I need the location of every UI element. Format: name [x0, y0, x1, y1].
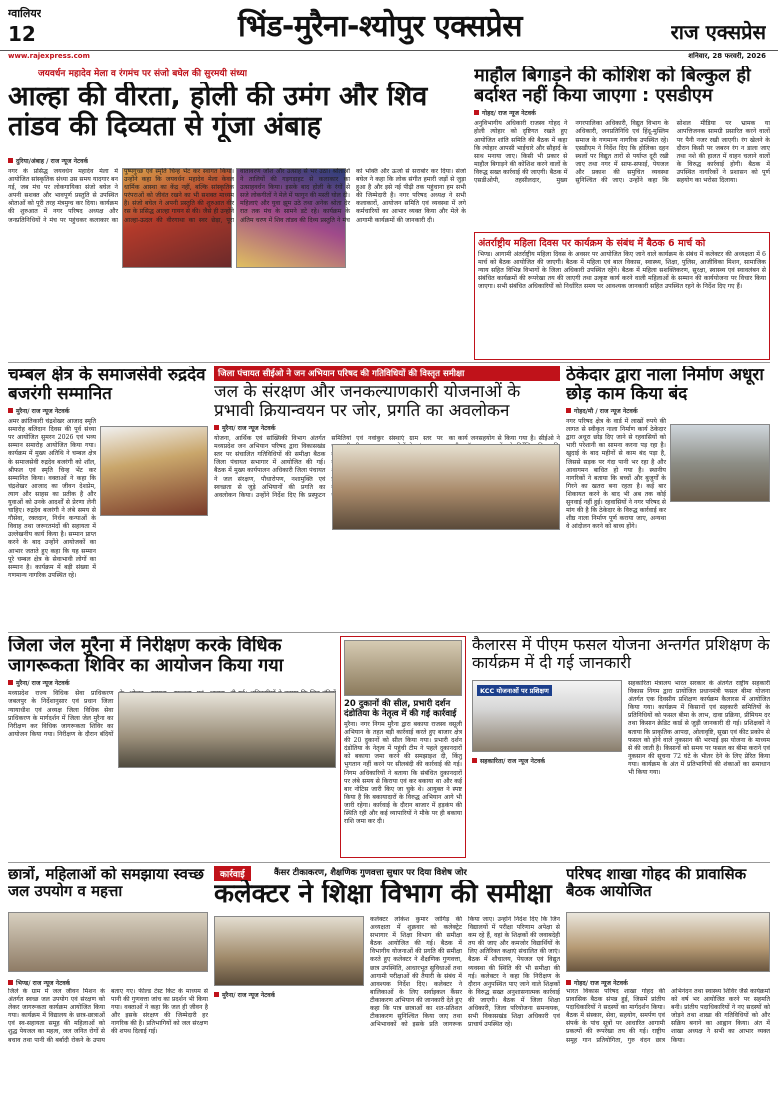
divider-row3 [8, 862, 770, 863]
story-jila-panchayat [214, 366, 560, 628]
story-mahol-body: अनुविभागीय अधिकारी राजस्व गोहद ने होली त्योहार को दृष्टिगत रखते हुए आयोजित शांति समिति की बैठक में कहा कि त्योहार आपसी भाईचारे और सौहार्द के साथ मनाया जाए। किसी भी प्रकार से माहौल बिगाड़ने की कोशिश करने वालों के विरुद्ध सख्त कार्रवाई की जाएगी। बैठक में एसडीओपी, तहसीलदार, मुख्य नगरपालिका अधिकारी, विद्युत विभाग के अधिकारी, जनप्रतिनिधि एवं हिंदू-मुस्लिम समाज के गणमान्य नागरिक उपस्थित रहे। एसडीएम ने निर्देश दिए कि होलिका दहन स्थलों पर विद्युत तारों से पर्याप्त दूरी रखी जाए तथा नगर में साफ-सफाई, पेयजल और प्रकाश की समुचित व्यवस्था सुनिश्चित की जाए। उन्होंने कहा कि सोशल मीडिया पर भ्रामक या आपत्तिजनक सामग्री प्रसारित करने वालों पर पैनी नजर रखी जाएगी। रंग खेलने के दौरान किसी पर जबरन रंग न डाला जाए तथा नशे की हालत में वाहन चलाने वालों के विरुद्ध कार्रवाई होगी। बैठक में उपस्थित नागरिकों ने प्रशासन को पूर्ण सहयोग का भरोसा दिलाया। [474, 120, 770, 184]
story-kelaras-photo [472, 680, 622, 752]
story-collector [214, 866, 560, 1102]
story-ahla [8, 66, 466, 358]
story-kelaras-body: सहकारिता मंत्रालय भारत सरकार के अंतर्गत राष्ट्रीय सहकारी विकास निगम द्वारा प्रायोजित प्रधानमंत्री फसल बीमा योजना अंतर्गत एक दिवसीय प्रशिक्षण कार्यक्रम कैलारस में आयोजित किया गया। कार्यक्रम में किसानों एवं सहकारी समितियों के प्रतिनिधियों को फसल बीमा के लाभ, दावा प्रक्रिया, प्रीमियम दर तथा किसान क्रेडिट कार्ड से जुड़ी जानकारी दी गई। प्रशिक्षकों ने बताया कि प्राकृतिक आपदा, ओलावृष्टि, सूखा एवं कीट प्रकोप से फसल को होने वाले नुकसान की भरपाई इस योजना के माध्यम से की जाती है। किसानों को समय पर फसल का बीमा कराने एवं नुकसान की सूचना 72 घंटे के भीतर देने के लिए प्रेरित किया गया। कार्यक्रम के अंत में प्रतिभागियों की शंकाओं का समाधान भी किया गया। [628, 680, 770, 777]
story-ahla-byline: दुरिया/अंबाह / राज न्यूज नेटवर्क [8, 156, 88, 165]
story-sheet [340, 636, 466, 858]
story-mahol [474, 66, 770, 228]
story-collector-body: कलेक्टर लोकेश कुमार जांगिड़ की अध्यक्षता में शुक्रवार को कलेक्ट्रेट सभागार में शिक्षा विभाग की समीक्षा बैठक आयोजित की गई। बैठक में विभागीय योजनाओं की प्रगति की समीक्षा करते हुए कलेक्टर ने शैक्षणिक गुणवत्ता, छात्र उपस्थिति, आधारभूत सुविधाओं तथा आगामी परीक्षाओं की तैयारी के संबंध में आवश्यक निर्देश दिए। कलेक्टर ने बालिकाओं के लिए सर्वाइकल कैंसर टीकाकरण अभियान की जानकारी देते हुए कहा कि पात्र छात्राओं का शत-प्रतिशत टीकाकरण सुनिश्चित किया जाए तथा अभिभावकों को इसके प्रति जागरूक किया जाए। उन्होंने निर्देश दिए कि जिन विद्यालयों में परीक्षा परिणाम अपेक्षा से कम रहे हैं, वहां के शिक्षकों की जवाबदेही तय की जाए और कमजोर विद्यार्थियों के लिए अतिरिक्त कक्षाएं संचालित की जाएं। बैठक में शौचालय, पेयजल एवं विद्युत व्यवस्था की स्थिति की भी समीक्षा की गई। कलेक्टर ने कहा कि निरीक्षण के दौरान अनुपस्थित पाए जाने वाले शिक्षकों के विरुद्ध सख्त अनुशासनात्मक कार्रवाई की जाएगी। बैठक में जिला शिक्षा अधिकारी, जिला परियोजना समन्वयक, सभी विकासखंड शिक्षा अधिकारी एवं प्राचार्य उपस्थित रहे। [370, 916, 560, 1029]
divider-row1 [8, 362, 770, 363]
story-sheet-photo [344, 640, 462, 696]
story-mahila [474, 232, 770, 360]
story-parishad-byline: गोहद/ राज न्यूज नेटवर्क [566, 978, 628, 987]
story-jila-panchayat-headline: जल के संरक्षण और जनकल्याणकारी योजनाओं के प्रभावी क्रियान्वयन पर जोर, प्रगति का अवलोकन [214, 382, 521, 422]
story-mahol-byline: गोहद/ राज न्यूज नेटवर्क [474, 108, 770, 117]
story-jila-panchayat-byline: मुरैना/ राज न्यूज नेटवर्क [214, 423, 560, 432]
story-chhatron-body: जिले के ग्राम में जल जीवन मिशन के अंतर्गत स्वच्छ जल उपयोग एवं संरक्षण को लेकर जागरूकता कार्यक्रम आयोजित किया गया। कार्यक्रम में विद्यालय के छात्र-छात्राओं एवं स्व-सहायता समूह की महिलाओं को शुद्ध पेयजल का महत्व, जल जनित रोगों से बचाव तथा पानी की बर्बादी रोकने के उपाय बताए गए। फील्ड टेस्ट किट के माध्यम से पानी की गुणवत्ता जांच का प्रदर्शन भी किया गया। वक्ताओं ने कहा कि जल ही जीवन है और इसके संरक्षण की जिम्मेदारी हर नागरिक की है। प्रतिभागियों को जल संरक्षण की शपथ दिलाई गई। [8, 988, 208, 1044]
story-chambal-headline: चम्बल क्षेत्र के समाजसेवी रुद्रदेव बजरंगी सम्मानित [8, 366, 206, 405]
story-jila-panchayat-kicker: जिला पंचायत सीईओ ने जन अभियान परिषद की गतिविधियों की विस्तृत समीक्षा [214, 366, 560, 381]
story-parishad-body: भारत विकास परिषद शाखा गोहद की प्रावासिक बैठक संपन्न हुई, जिसमें प्रांतीय पदाधिकारियों ने सदस्यों का मार्गदर्शन किया। बैठक में संस्कार, सेवा, सहयोग, समर्पण एवं संपर्क के पांच सूत्रों पर आधारित आगामी प्रकल्पों की रूपरेखा तय की गई। राष्ट्रीय समूह गान प्रतियोगिता, गुरु वंदन छात्र अभिनंदन तथा स्वास्थ्य शिविर जैसे कार्यक्रमों को वर्ष भर आयोजित करने पर सहमति बनी। प्रांतीय पदाधिकारियों ने नए सदस्यों को जोड़ने तथा शाखा की गतिविधियों को और सक्रिय बनाने का आह्वान किया। अंत में शाखा अध्यक्ष ने सभी का आभार व्यक्त किया। [566, 988, 770, 1044]
story-thekedar-photo [670, 424, 770, 502]
story-chambal [8, 366, 208, 628]
story-chambal-byline: मुरैना/ राज न्यूज नेटवर्क [8, 406, 208, 415]
story-ahla-body: नगर के प्रसिद्ध जयवर्धन महादेव मेला में आयोजित सांस्कृतिक संध्या उस समय यादगार बन गई, जब मंच पर लोकगायिका संजो बघेल ने अपनी सशक्त और भावपूर्ण प्रस्तुति से उपस्थित श्रोताओं को पूरी तरह मंत्रमुग्ध कर दिया। कार्यक्रम की शुरुआत में नगर परिषद अध्यक्ष और जनप्रतिनिधियों ने मंच पर पहुंचकर कलाकार का पुष्पगुच्छ एवं स्मृति चिन्ह भेंट कर स्वागत किया। उन्होंने कहा कि जयवर्धन महादेव मेला केवल धार्मिक आस्था का केंद्र नहीं, बल्कि सांस्कृतिक परंपराओं को जीवंत रखने का भी सशक्त माध्यम है। संजो बघेल ने अपनी प्रस्तुति की शुरुआत वीर रस के प्रसिद्ध आल्हा गायन से की। जैसे ही उन्होंने आल्हा-ऊदल की वीरगाथा का स्वर छेड़ा, पूरा वातावरण जोश और उत्साह से भर उठा। श्रोताओं ने तालियों की गड़गड़ाहट से कलाकार का उत्साहवर्धन किया। इसके बाद होली के रंगों से सजे लोकगीतों ने मेले में फागुन की मस्ती घोल दी। महिलाएं और युवा झूम उठे तथा अनेक श्रोता देर रात तक मंच के सामने डटे रहे। कार्यक्रम के अंतिम चरण में शिव तांडव की दिव्य प्रस्तुति ने मंच को भक्ति और ऊर्जा से सराबोर कर दिया। संजो बघेल ने कहा कि लोक संगीत हमारी जड़ों से जुड़ा हुआ है और इसे नई पीढ़ी तक पहुंचाना हम सभी की जिम्मेदारी है। नगर परिषद अध्यक्ष ने सभी कलाकारों, आयोजन समिति एवं व्यवस्था में लगे कर्मचारियों का आभार व्यक्त किया और मेले के आगामी कार्यक्रमों की जानकारी दी। [8, 168, 466, 224]
story-mahila-body: भिण्ड। आगामी अंतर्राष्ट्रीय महिला दिवस के अवसर पर आयोजित किए जाने वाले कार्यक्रम के संबंध में कलेक्टर की अध्यक्षता में 6 मार्च को बैठक आयोजित की जाएगी। बैठक में महिला एवं बाल विकास, स्वास्थ्य, शिक्षा, पुलिस, आजीविका मिशन, सामाजिक न्याय सहित विभिन्न विभागों के जिला अधिकारी उपस्थित रहेंगे। बैठक में महिला सशक्तिकरण, सुरक्षा, स्वास्थ्य एवं स्वावलंबन से संबंधित कार्यक्रमों की रूपरेखा तय की जाएगी तथा उत्कृष्ट कार्य करने वाली महिलाओं के सम्मान की कार्ययोजना पर विचार किया जाएगा। सभी संबंधित अधिकारियों को निर्धारित समय पर आवश्यक जानकारी सहित उपस्थित रहने के निर्देश दिए गए हैं। [478, 251, 766, 291]
story-jail-headline: जिला जेल मुरैना में निरीक्षण करके विधिक जागरूकता शिविर का आयोजन किया गया [8, 636, 284, 677]
masthead [0, 0, 778, 62]
story-collector-kicker: कैंसर टीकाकरण, शैक्षणिक गुणवत्ता सुधार पर दिया विशेष जोर [274, 868, 467, 878]
story-jail-body: मध्यप्रदेश राज्य विधिक सेवा प्राधिकरण जबलपुर के निर्देशानुसार एवं प्रधान जिला न्यायाधीश एवं अध्यक्ष जिला विधिक सेवा प्राधिकरण के मार्गदर्शन में जिला जेल मुरैना का निरीक्षण कर विधिक जागरूकता शिविर का आयोजन किया गया। निरीक्षण के दौरान बंदियों [8, 690, 114, 738]
story-kelaras-headline: कैलारस में पीएम फसल योजना अन्तर्गत प्रशिक्षण के कार्यक्रम में दी गई जानकारी [472, 636, 770, 672]
story-chhatron [8, 866, 208, 1102]
masthead-strip [0, 50, 778, 62]
story-parishad-photo [566, 912, 770, 972]
story-kelaras-photo-banner: KCC योजनाओं पर प्रशिक्षण [477, 685, 552, 696]
story-jila-panchayat-body: योजना, आर्थिक एवं सांख्यिकी विभाग अंतर्गत मध्यप्रदेश जन अभियान परिषद द्वारा विकासखंड स्तर पर संचालित गतिविधियों की समीक्षा बैठक जिला पंचायत सभागार में आयोजित की गई। बैठक में मुख्य कार्यपालन अधिकारी जिला पंचायत ने जल संरक्षण, पौधारोपण, नशामुक्ति एवं स्वच्छता से जुड़े अभियानों की प्रगति का अवलोकन किया। उन्होंने निर्देश दिए कि प्रस्फुटन समितियां एवं नवांकुर संस्थाएं ग्राम स्तर पर का कार्य जनसहयोग से किया गया है। सीईओ ने [214, 435, 560, 499]
story-ahla-kicker: जयवर्धन महादेव मेला व रंगमंच पर संजो बघेल की सुरमयी संध्या [38, 69, 248, 79]
divider-row2 [8, 632, 770, 633]
story-mahol-headline: माहौल बिगाड़ने की कोशिश को बिल्कुल ही बर्दाश्त नहीं किया जाएगा : एसडीएम [474, 66, 751, 107]
story-collector-byline: मुरैना/ राज न्यूज नेटवर्क [214, 990, 275, 999]
story-chambal-body: अमर क्रांतिकारी चंद्रशेखर आजाद स्मृति समारोह बलिदान दिवस की पूर्व संध्या पर आयोजित सुमरन 2026 एवं भव्य सम्मान समारोह आयोजित किया गया। कार्यक्रम में मुख्य अतिथि ने चम्बल क्षेत्र के समाजसेवी रुद्रदेव बजरंगी को शॉल, श्रीफल एवं स्मृति चिन्ह भेंट कर सम्मानित किया। वक्ताओं ने कहा कि चंद्रशेखर आजाद का जीवन देशप्रेम, त्याग और साहस का प्रतीक है और युवाओं को उनके आदर्शों से प्रेरणा लेनी चाहिए। रुद्रदेव बजरंगी ने लंबे समय से गौसेवा, रक्तदान, निर्धन कन्याओं के विवाह तथा जरूरतमंदों की सहायता में उल्लेखनीय कार्य किया है। सम्मान प्राप्त करने के बाद उन्होंने आयोजकों का आभार जताते हुए कहा कि यह सम्मान पूरे चम्बल क्षेत्र के सेवाभावी लोगों का सम्मान है। कार्यक्रम में बड़ी संख्या में गणमान्य नागरिक उपस्थित रहे। [8, 418, 96, 579]
story-chhatron-photo [8, 912, 208, 972]
masthead-title: भिंड-मुरैना-श्योपुर एक्सप्रेस [237, 9, 522, 44]
masthead-brand: राज एक्सप्रेस [670, 20, 766, 44]
story-thekedar-body: नगर परिषद क्षेत्र के वार्ड में लाखों रुपये की लागत से स्वीकृत नाला निर्माण कार्य ठेकेदार द्वारा अधूरा छोड़ दिए जाने से रहवासियों को भारी परेशानी का सामना करना पड़ रहा है। खुदाई के बाद महीनों से काम बंद पड़ा है, जिससे सड़क पर गंदा पानी भर रहा है और आवागमन बाधित हो गया है। स्थानीय नागरिकों ने बताया कि बच्चों और बुजुर्गों के गिरने का खतरा बना रहता है। कई बार शिकायत करने के बाद भी अब तक कोई सुनवाई नहीं हुई। रहवासियों ने नगर परिषद से मांग की है कि ठेकेदार के विरुद्ध कार्रवाई कर शीघ्र नाला निर्माण पूर्ण कराया जाए, अन्यथा वे आंदोलन करने को बाध्य होंगे। [566, 418, 666, 531]
masthead-date: शनिवार, 28 फरवरी, 2026 [688, 52, 766, 60]
story-jail-photo [118, 692, 336, 768]
masthead-url[interactable]: www.rajexpress.com [8, 52, 90, 60]
story-parishad-headline: परिषद शाखा गोहद की प्रावासिक बैठक आयोजित [566, 866, 747, 900]
story-sheet-headline: 20 दुकानों की सील, प्रभारी दर्शन दंडोतिया के नेतृत्व में की गई कार्रवाई [344, 699, 457, 719]
story-collector-headline: कलेक्टर ने शिक्षा विभाग की समीक्षा [214, 880, 552, 909]
story-thekedar [566, 366, 770, 628]
story-collector-photo [214, 916, 364, 986]
story-kelaras [472, 636, 770, 858]
masthead-page-number: 12 [8, 22, 36, 46]
story-collector-tag: कार्रवाई [214, 866, 251, 881]
story-jail-byline: मुरैना/ राज न्यूज नेटवर्क [8, 678, 336, 687]
story-jail [8, 636, 336, 858]
story-chhatron-byline: भिण्ड/ राज न्यूज नेटवर्क [8, 978, 70, 987]
masthead-city: ग्वालियर [8, 7, 42, 20]
story-thekedar-headline: ठेकेदार द्वारा नाला निर्माण अधूरा छोड़ काम किया बंद [566, 366, 764, 405]
story-ahla-headline: आल्हा की वीरता, होली की उमंग और शिव तांडव की दिव्यता से गूंजा अंबाह [8, 82, 428, 143]
story-thekedar-byline: गोहद/मौ / राज न्यूज नेटवर्क [566, 406, 770, 415]
story-sheet-body: मुरैना। नगर निगम मुरैना द्वारा बकाया राजस्व वसूली अभियान के तहत बड़ी कार्रवाई करते हुए बाजार क्षेत्र की 20 दुकानों को सील किया गया। प्रभारी दर्शन दंडोतिया के नेतृत्व में पहुंची टीम ने पहले दुकानदारों को बकाया जमा करने की समझाइश दी, किंतु भुगतान नहीं करने पर सीलबंदी की कार्रवाई की गई। निगम अधिकारियों ने बताया कि संबंधित दुकानदारों पर लंबे समय से किराया एवं कर बकाया था और कई बार नोटिस जारी किए जा चुके थे। आयुक्त ने स्पष्ट किया है कि बकायादारों के विरुद्ध अभियान आगे भी जारी रहेगा। कार्रवाई के दौरान बाजार में हड़कंप की स्थिति रही और कई व्यापारियों ने मौके पर ही बकाया राशि जमा कर दी। [344, 721, 462, 826]
story-jila-panchayat-photo [332, 444, 560, 530]
story-parishad [566, 866, 770, 1102]
story-chambal-photo [100, 426, 208, 516]
story-mahila-headline: अंतर्राष्ट्रीय महिला दिवस पर कार्यक्रम के संबंध में बैठक 6 मार्च को [478, 238, 706, 249]
story-kelaras-byline: सहकारिता/ राज न्यूज नेटवर्क [472, 756, 545, 765]
story-chhatron-headline: छात्रों, महिलाओं को समझाया स्वच्छ जल उपयोग व महत्ता [8, 866, 204, 900]
